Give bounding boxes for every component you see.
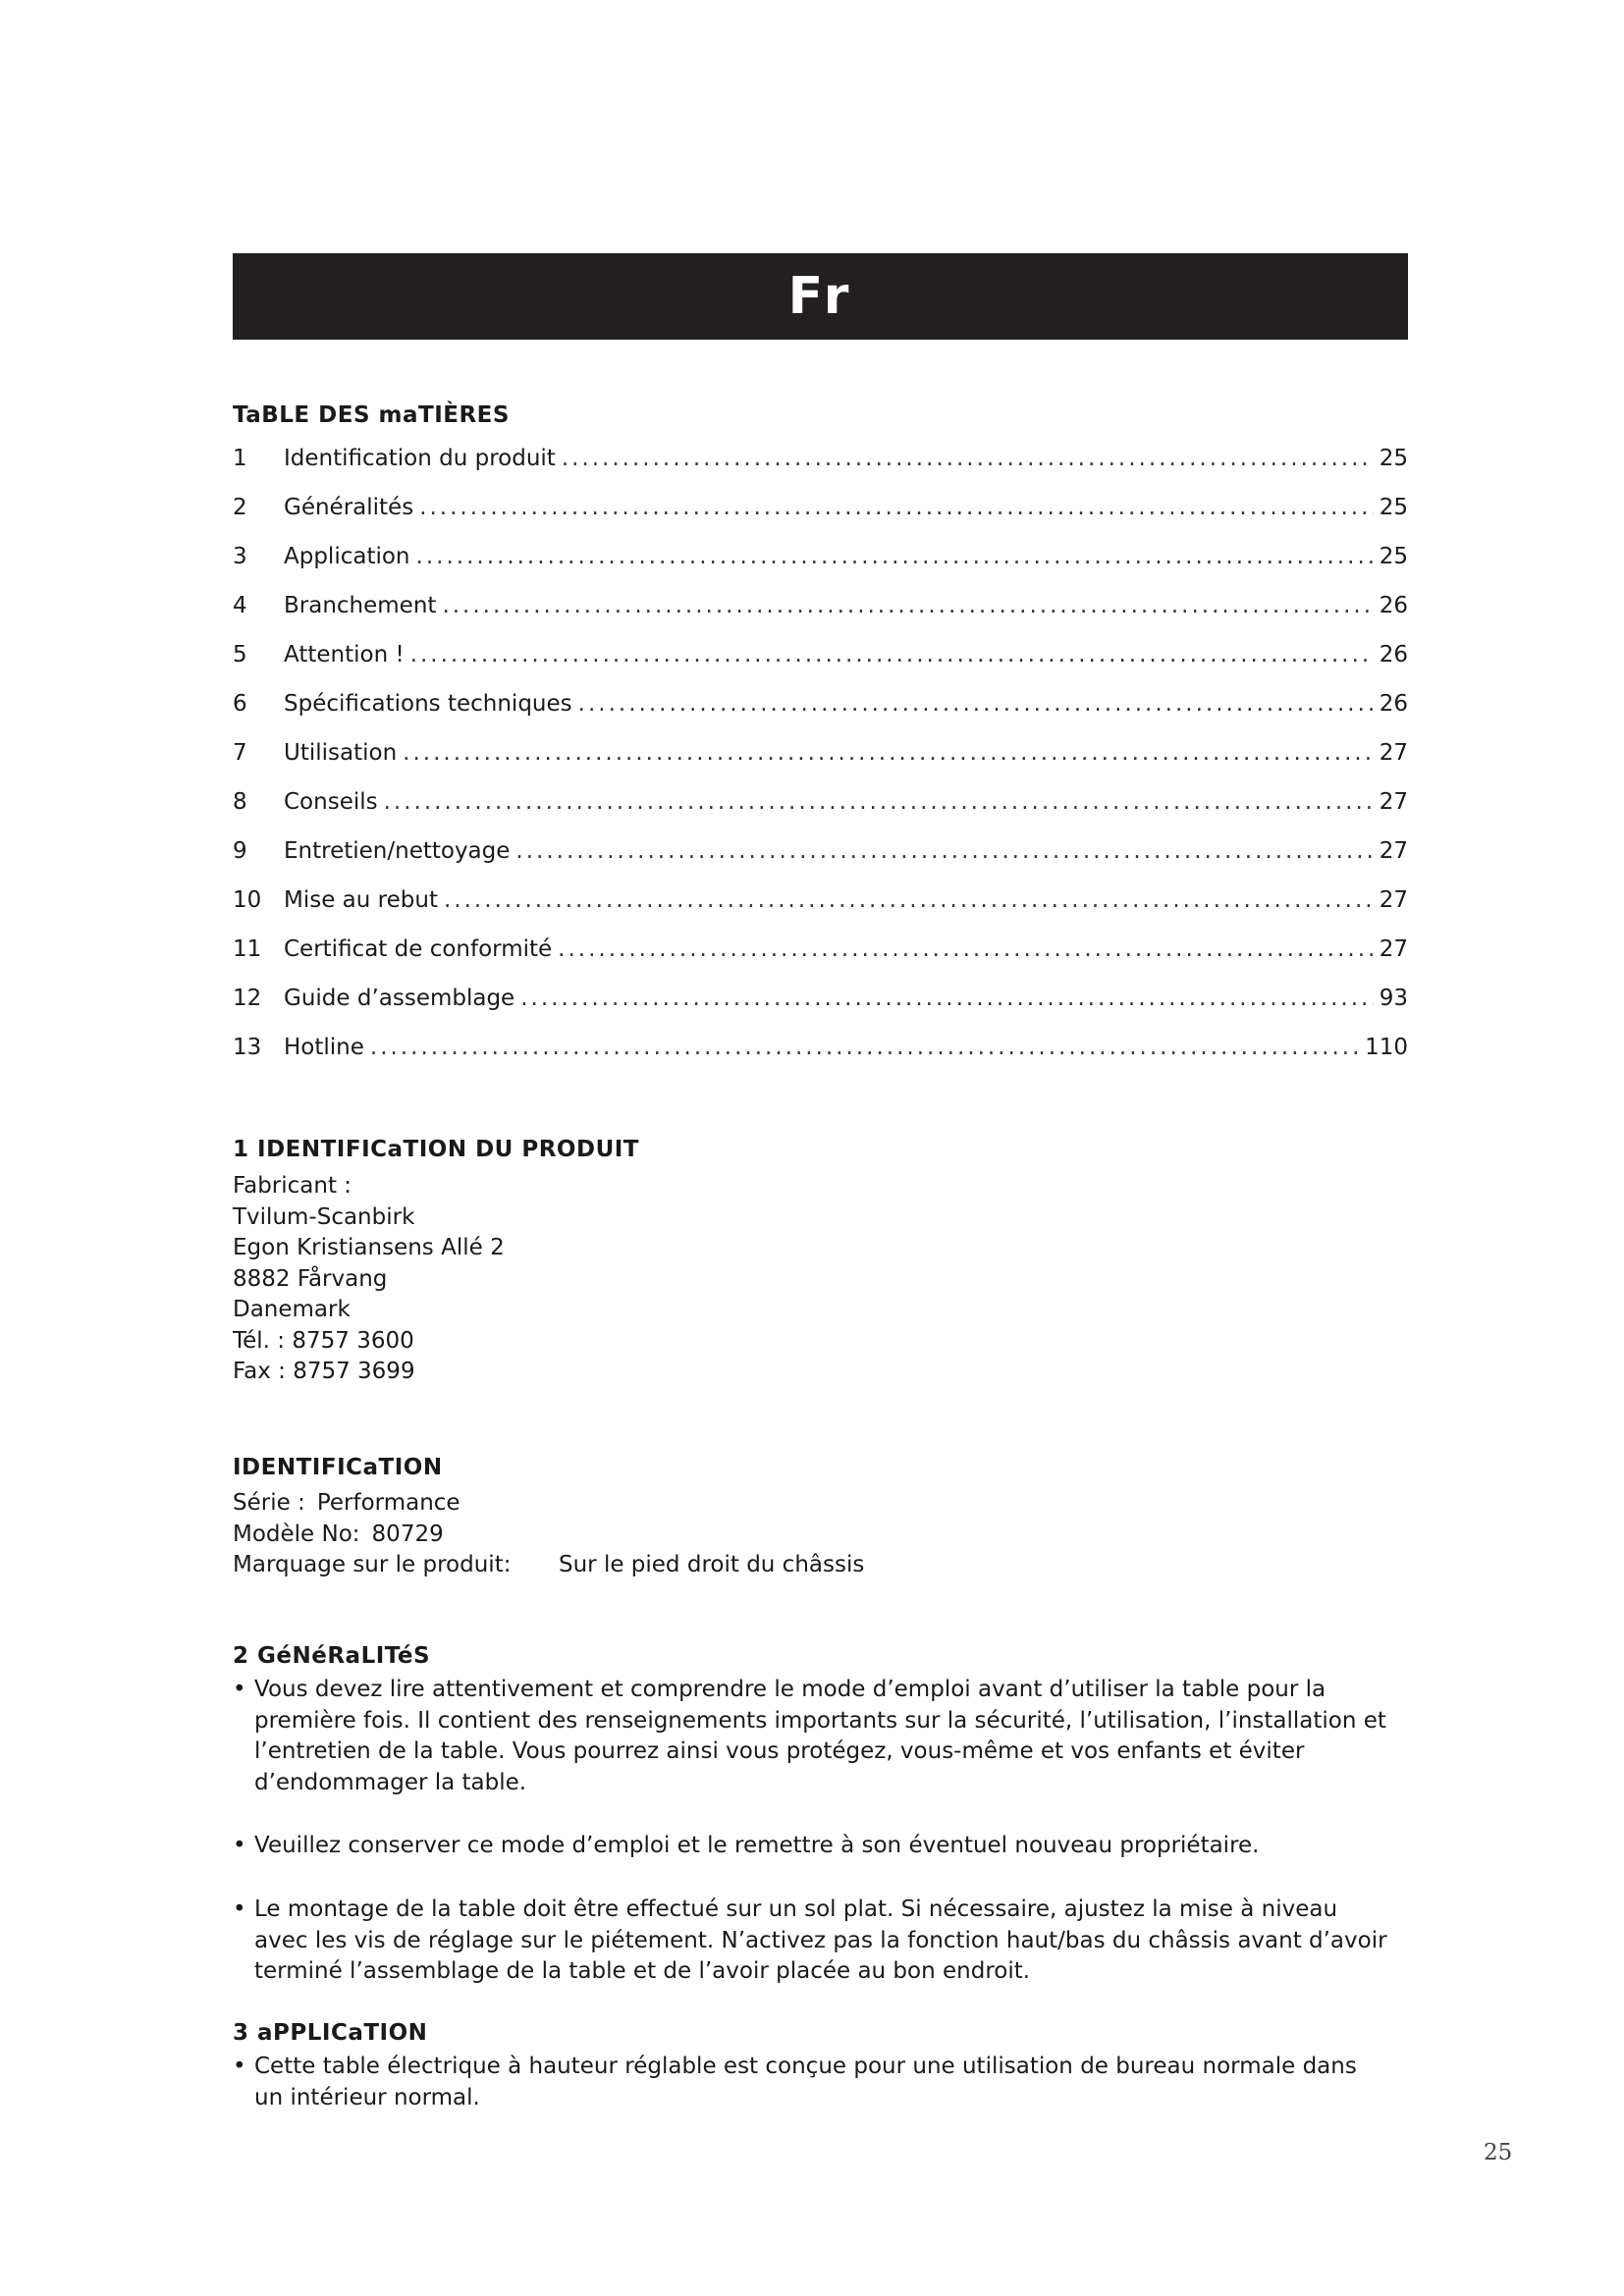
- language-banner: Fr: [233, 253, 1408, 340]
- toc-item[interactable]: 4 Branchement ..... 26: [233, 593, 1408, 642]
- serie-label: Série :: [233, 1490, 305, 1516]
- toc-item-page: 25: [1379, 495, 1408, 520]
- address-line: Tél. : 8757 3600: [233, 1327, 414, 1354]
- toc-leader-dots: [520, 986, 1374, 1011]
- page: [233, 0, 1408, 2296]
- toc-item-label: Certificat de conformité: [284, 936, 553, 962]
- toc-item-page: 25: [1379, 446, 1408, 471]
- serie-value: Performance: [316, 1490, 460, 1516]
- toc-item-page: 26: [1379, 691, 1408, 717]
- toc-item[interactable]: 7 Utilisation ..... 27: [233, 740, 1408, 789]
- address-line: Danemark: [233, 1297, 351, 1322]
- toc-item-page: 25: [1379, 544, 1408, 569]
- toc-item-page: 110: [1365, 1035, 1408, 1060]
- toc-item-label: Guide d’assemblage: [284, 986, 515, 1011]
- toc-leader-dots: [444, 887, 1374, 913]
- bullet-icon: •: [233, 2054, 246, 2079]
- address-line: Fax : 8757 3699: [233, 1359, 415, 1384]
- toc-item-page: 93: [1379, 986, 1408, 1011]
- toc-item[interactable]: 9 Entretien/nettoyage ..... 27: [233, 838, 1408, 887]
- table-of-contents: [233, 446, 1408, 1084]
- identification-title: IDENTIFICaTION: [233, 1455, 443, 1480]
- toc-item-label: Branchement: [284, 593, 437, 618]
- section-1-title: 1 IDENTIFICaTION DU PRODUIT: [233, 1137, 640, 1162]
- page-number: 25: [1484, 2140, 1513, 2165]
- toc-item[interactable]: 6 Spécifications techniques ..... 26: [233, 691, 1408, 740]
- toc-item-page: 26: [1379, 593, 1408, 618]
- toc-item[interactable]: 10 Mise au rebut ..... 27: [233, 887, 1408, 936]
- toc-item-label: Attention !: [284, 642, 405, 667]
- toc-item[interactable]: 1 Identification du produit ..... 25: [233, 446, 1408, 495]
- toc-item[interactable]: 8 Conseils ..... 27: [233, 789, 1408, 838]
- address-line: 8882 Fårvang: [233, 1265, 388, 1292]
- marking-label: Marquage sur le produit:: [233, 1552, 512, 1577]
- toc-leader-dots: [562, 446, 1374, 471]
- toc-leader-dots: [419, 495, 1374, 520]
- toc-leader-dots: [416, 544, 1374, 569]
- toc-leader-dots: [370, 1035, 1359, 1060]
- toc-leader-dots: [410, 642, 1374, 667]
- application-bullet: • Cette table électrique à hauteur réglable est conçue pour une utilisation de bureau normale dans un intérieur normal.: [233, 2052, 1391, 2113]
- section-3-title: 3 aPPLICaTION: [233, 2020, 428, 2046]
- marking-row: [233, 1550, 864, 1581]
- toc-item-label: Entretien/nettoyage: [284, 838, 511, 864]
- toc-leader-dots: [442, 593, 1373, 618]
- toc-item-label: Généralités: [284, 495, 414, 520]
- toc-item-label: Hotline: [284, 1035, 364, 1060]
- toc-leader-dots: [403, 740, 1374, 766]
- toc-item[interactable]: 11 Certificat de conformité ..... 27: [233, 936, 1408, 986]
- toc-leader-dots: [384, 789, 1374, 815]
- toc-item-label: Spécifications techniques: [284, 691, 572, 717]
- model-value: 80729: [371, 1521, 444, 1547]
- toc-leader-dots: [558, 936, 1374, 962]
- toc-item-page: 26: [1379, 642, 1408, 667]
- toc-item-label: Mise au rebut: [284, 887, 438, 913]
- toc-item-page: 27: [1379, 789, 1408, 815]
- address-line: Fabricant :: [233, 1173, 352, 1199]
- identification-details: [233, 1488, 864, 1581]
- toc-title: TaBLE DES maTIÈRES: [233, 402, 510, 428]
- model-row: [233, 1520, 864, 1551]
- toc-item-label: Utilisation: [284, 740, 398, 766]
- toc-item[interactable]: 3 Application ..... 25: [233, 544, 1408, 593]
- bullet-icon: •: [233, 1833, 246, 1858]
- bullet-icon: •: [233, 1677, 246, 1702]
- address-line: Egon Kristiansens Allé 2: [233, 1235, 505, 1260]
- toc-leader-dots: [578, 691, 1374, 717]
- model-label: Modèle No:: [233, 1521, 360, 1547]
- toc-item-page: 27: [1379, 887, 1408, 913]
- address-line: Tvilum-Scanbirk: [233, 1203, 415, 1230]
- section-2-title: 2 GéNéRaLITéS: [233, 1643, 431, 1669]
- toc-item-label: Identification du produit: [284, 446, 556, 471]
- toc-leader-dots: [515, 838, 1373, 864]
- toc-item[interactable]: 5 Attention ! ..... 26: [233, 642, 1408, 691]
- general-bullet: • Veuillez conserver ce mode d’emploi et le remettre à son éventuel nouveau propriétaire.: [233, 1831, 1391, 1862]
- serie-row: [233, 1488, 864, 1520]
- toc-item-page: 27: [1379, 838, 1408, 864]
- toc-item[interactable]: 13 Hotline ..... 110: [233, 1035, 1408, 1084]
- toc-item-page: 27: [1379, 936, 1408, 962]
- bullet-icon: •: [233, 1896, 246, 1922]
- general-bullet: • Le montage de la table doit être effectué sur un sol plat. Si nécessaire, ajustez la mise à niveau avec les vis de réglage sur le piétement. N’activez pas la fonction haut/bas du châssis avant d’avoir terminé l’assemblage de la table et de l’avoir placée au bon endroit.: [233, 1895, 1391, 1988]
- toc-item-page: 27: [1379, 740, 1408, 766]
- manufacturer-address: [233, 1171, 505, 1388]
- toc-item-label: Application: [284, 544, 410, 569]
- toc-item[interactable]: 12 Guide d’assemblage ..... 93: [233, 986, 1408, 1035]
- toc-item-label: Conseils: [284, 789, 378, 815]
- marking-value: Sur le pied droit du châssis: [559, 1552, 865, 1577]
- general-bullet: • Vous devez lire attentivement et comprendre le mode d’emploi avant d’utiliser la table pour la première fois. Il contient des renseignements importants sur la sécurité, l’utilisation, l’installation et l’entretien de la table. Vous pourrez ainsi vous protégez, vous-même et vos enfants et éviter d’endommager la table.: [233, 1675, 1391, 1798]
- toc-item[interactable]: 2 Généralités ..... 25: [233, 495, 1408, 544]
